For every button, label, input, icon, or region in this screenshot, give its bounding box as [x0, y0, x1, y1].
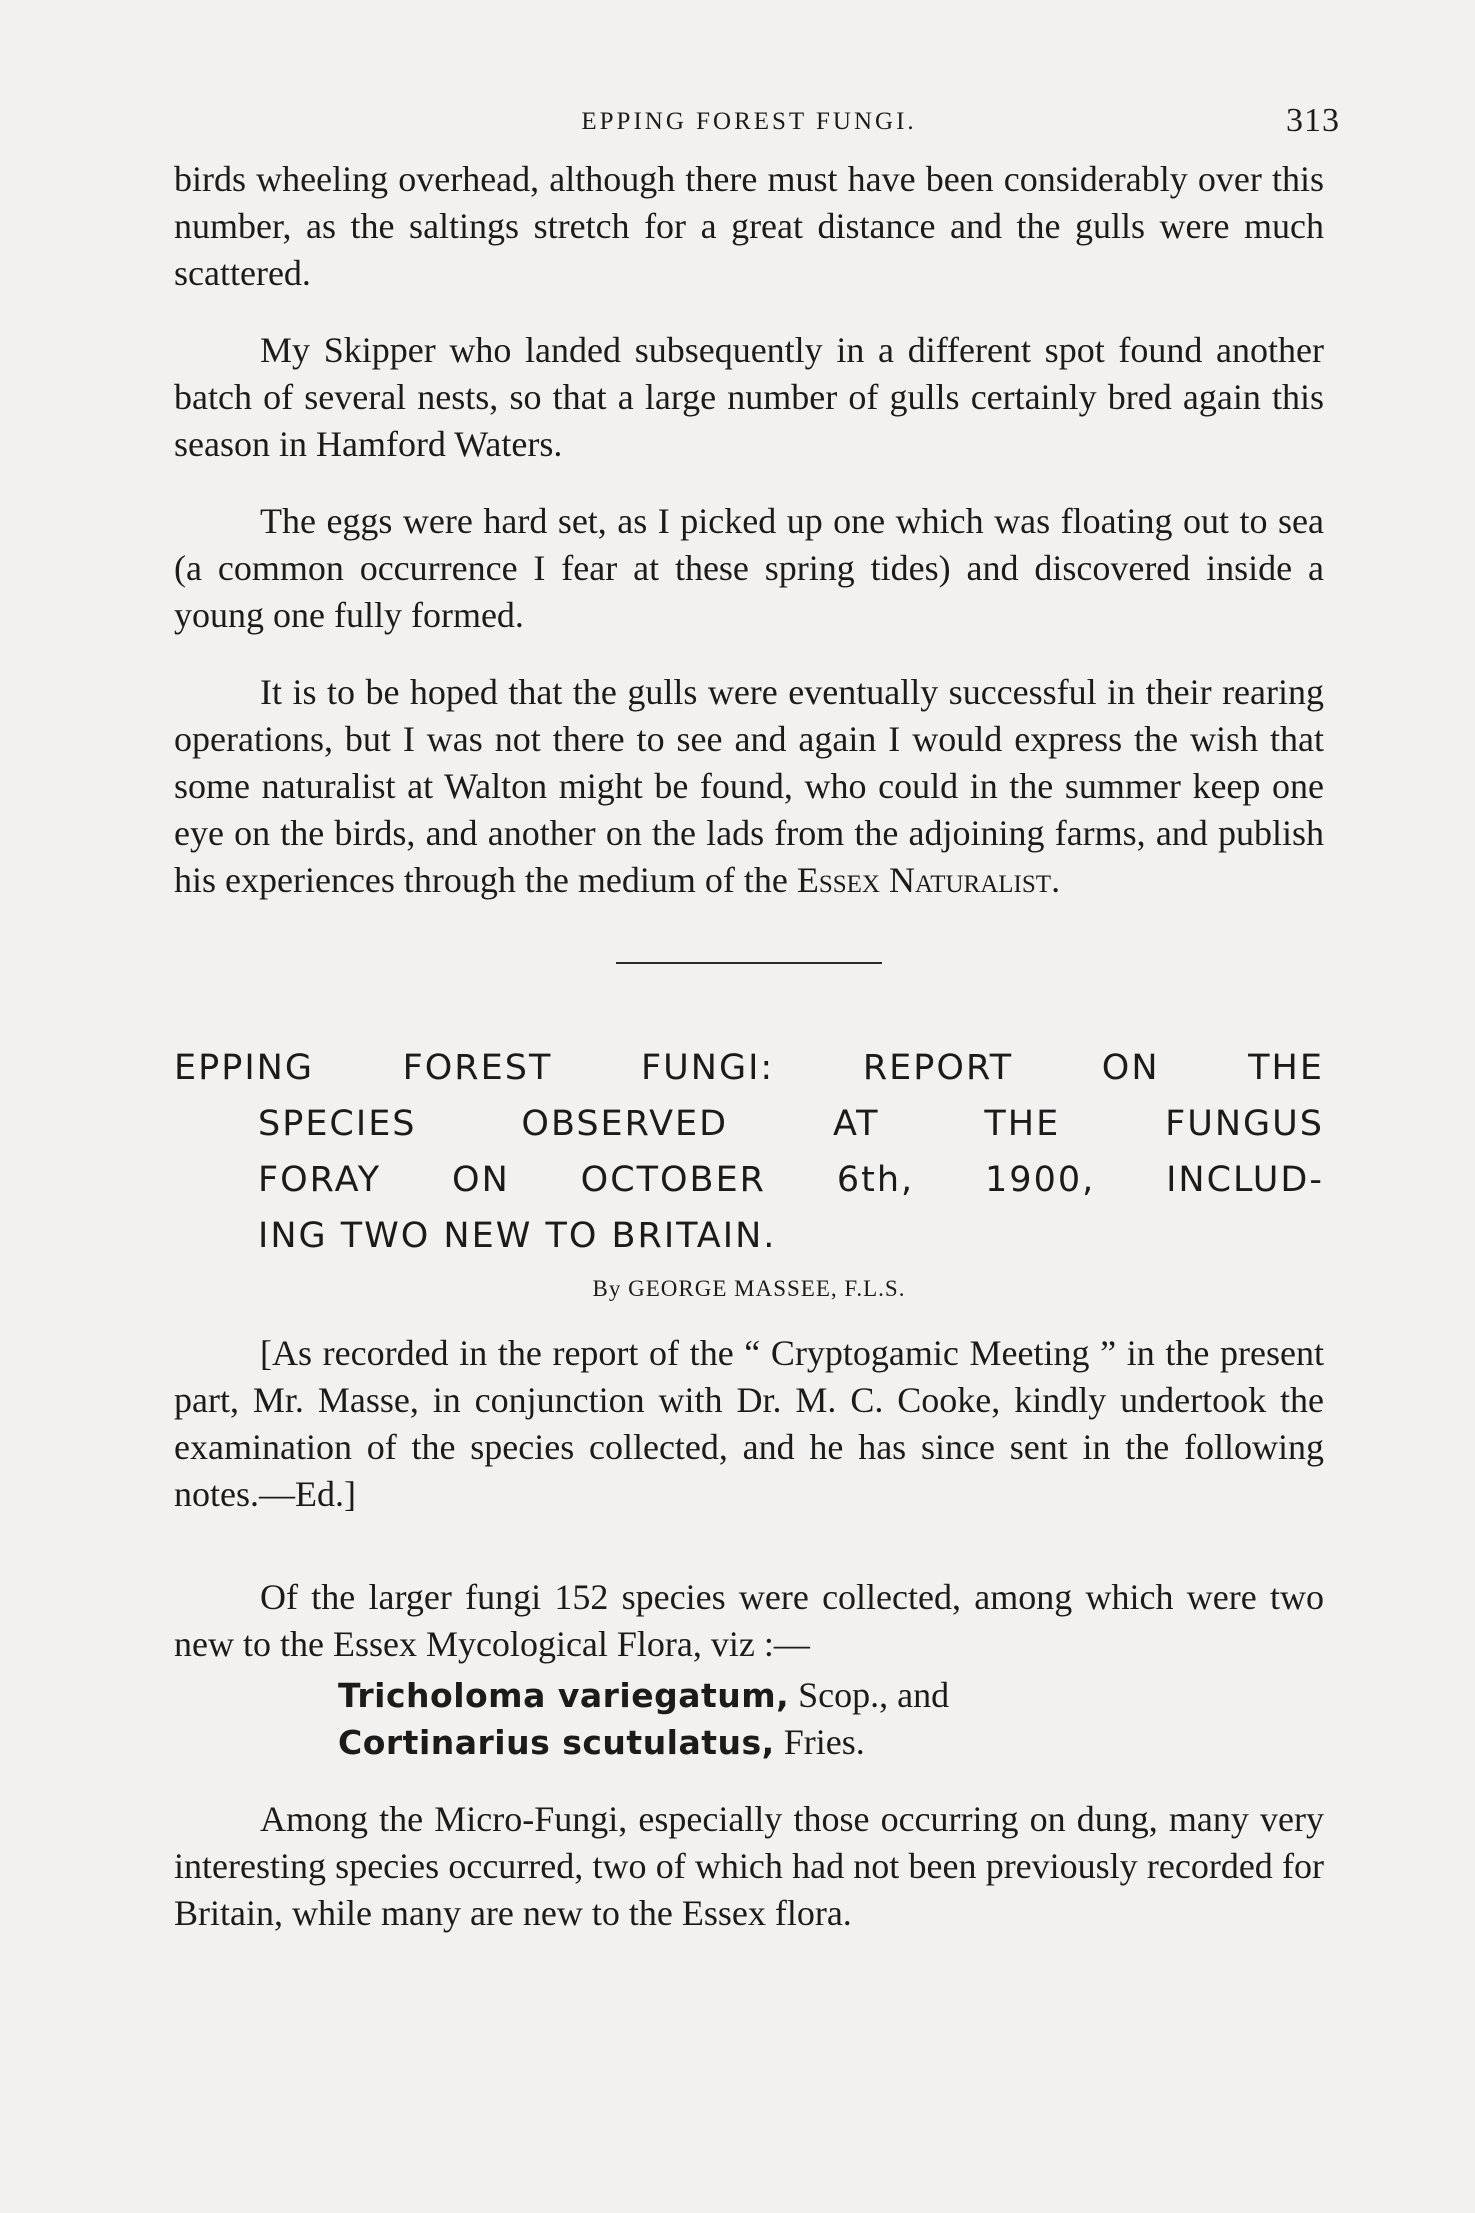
- species-authority: Fries.: [774, 1722, 865, 1762]
- article-title-line: FORAY ON OCTOBER 6th, 1900, INCLUD-: [258, 1160, 1324, 1200]
- species-item: [338, 1719, 1324, 1766]
- running-header: [174, 96, 1340, 156]
- section-divider: [616, 962, 882, 964]
- paragraph-hope-text: It is to be hoped that the gulls were eventually successful in their rearing operations, but I was not there to see and again I would express the wish that some naturalist at Walton might be found, who could in the summer keep one eye on the birds, and another on the lads from the adjoining farms, and publish his experiences through the medium of the: [174, 672, 1324, 900]
- journal-name: Essex Naturalist: [796, 860, 1052, 900]
- article-title-line: ING TWO NEW TO BRITAIN.: [258, 1216, 777, 1256]
- book-page: [174, 96, 1340, 1937]
- editor-note: [As recorded in the report of the “ Cryptogamic Meeting ” in the present part, Mr. Masse, in conjunction with Dr. M. C. Cooke, kindly undertook the examination of the species collected, and he has since sent in the following notes.—Ed.]: [174, 1333, 1324, 1514]
- species-list: [338, 1672, 1324, 1766]
- article-title-line: SPECIES OBSERVED AT THE FUNGUS: [258, 1104, 1324, 1144]
- species-authority: Scop., and: [789, 1675, 950, 1715]
- species-name: Cortinarius scutulatus,: [338, 1723, 775, 1762]
- paragraph-eggs: The eggs were hard set, as I picked up one which was floating out to sea (a common occurrence I fear at these spring tides) and discovered inside a young one fully formed.: [174, 501, 1324, 635]
- species-item: [338, 1672, 1324, 1719]
- paragraph-hope: It is to be hoped that the gulls were eventually successful in their rearing operations, but I was not there to see and again I would express the wish that some naturalist at Walton might be found, who could in the summer keep one eye on the birds, and another on the lads from the adjoining farms, and publish his experiences through the medium of the Essex Naturalist.: [174, 672, 1324, 900]
- byline: By GEORGE MASSEE, F.L.S.: [592, 1276, 906, 1301]
- paragraph-continuation: birds wheeling overhead, although there must have been considerably over this number, as the saltings stretch for a great distance and the gulls were much scattered.: [174, 159, 1324, 293]
- paragraph-skipper: My Skipper who landed subsequently in a different spot found another batch of several nests, so that a large number of gulls certainly bred again this season in Hamford Waters.: [174, 330, 1324, 464]
- species-name: Tricholoma variegatum,: [338, 1676, 790, 1715]
- paragraph-micro-fungi: Among the Micro-Fungi, especially those occurring on dung, many very interesting species occurred, two of which had not been previously recorded for Britain, while many are new to the Essex flora.: [174, 1799, 1324, 1933]
- paragraph-intro: Of the larger fungi 152 species were collected, among which were two new to the Essex Mycological Flora, viz :—: [174, 1577, 1324, 1664]
- article-title-line: EPPING FOREST FUNGI: REPORT ON THE: [174, 1048, 1324, 1088]
- article-title: [174, 1040, 1324, 1264]
- running-title: EPPING FOREST FUNGI.: [581, 108, 917, 135]
- page-number: 313: [1286, 102, 1340, 139]
